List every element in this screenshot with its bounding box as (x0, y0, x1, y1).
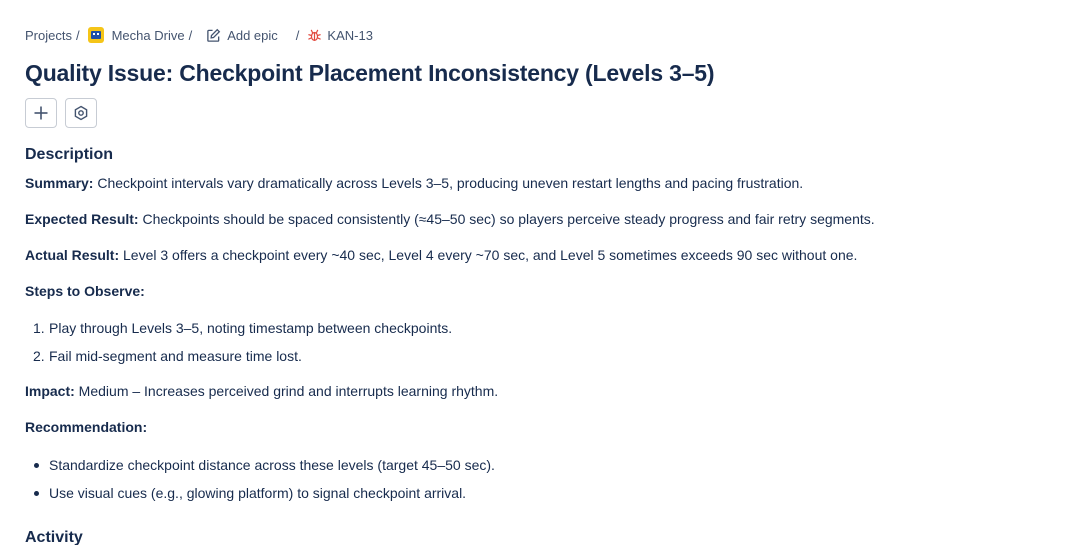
edit-icon (206, 28, 221, 43)
add-button[interactable] (25, 98, 57, 128)
hexagon-settings-icon (73, 105, 89, 121)
expected-result-label: Expected Result: (25, 211, 139, 227)
expected-result-text: Checkpoints should be spaced consistently (≈45–50 sec) so players perceive steady progress and fair retry segments. (138, 211, 875, 227)
breadcrumb-separator: / (188, 27, 193, 43)
recommendation-heading-label: Recommendation: (25, 419, 148, 435)
list-marker: 1. (33, 320, 45, 336)
breadcrumb-projects[interactable] (25, 28, 72, 43)
add-epic-label: Add epic (227, 27, 278, 43)
list-item[interactable] (25, 346, 452, 374)
breadcrumb-project-label: Mecha Drive (111, 27, 185, 43)
breadcrumb-project[interactable] (88, 27, 185, 43)
steps-list (25, 318, 452, 374)
breadcrumb-separator: / (295, 27, 300, 43)
list-item[interactable] (25, 483, 495, 511)
breadcrumb-projects-label: Projects (25, 27, 72, 43)
issue-actions (25, 98, 97, 128)
apps-button[interactable] (65, 98, 97, 128)
issue-title[interactable]: Quality Issue: Checkpoint Placement Inconsistency (Levels 3–5) (25, 60, 715, 86)
list-item[interactable] (25, 455, 495, 483)
plus-icon (33, 105, 49, 121)
bullet-dot (34, 491, 39, 496)
actual-result-label: Actual Result: (25, 247, 120, 263)
summary-text: Checkpoint intervals vary dramatically across Levels 3–5, producing uneven restart lengths and pacing frustration. (93, 175, 804, 191)
impact-paragraph[interactable] (25, 383, 498, 399)
recommendation-heading (25, 419, 147, 435)
impact-text: Medium – Increases perceived grind and interrupts learning rhythm. (74, 383, 499, 399)
issue-key-label: KAN-13 (327, 27, 373, 43)
breadcrumb-issue-key[interactable] (307, 28, 373, 43)
add-epic-button[interactable] (206, 28, 278, 43)
description-heading: Description (25, 146, 114, 163)
actual-result-text: Level 3 offers a checkpoint every ~40 sec, Level 4 every ~70 sec, and Level 5 sometimes exceeds 90 sec without one. (119, 247, 858, 263)
bullet-dot (34, 463, 39, 468)
breadcrumb-separator: / (75, 27, 80, 43)
recommendation-text: Standardize checkpoint distance across these levels (target 45–50 sec). (49, 457, 495, 473)
step-text: Fail mid-segment and measure time lost. (49, 348, 302, 364)
summary-label: Summary: (25, 175, 94, 191)
actual-result-paragraph[interactable] (25, 247, 857, 263)
steps-heading (25, 283, 145, 299)
expected-result-paragraph[interactable] (25, 211, 875, 227)
list-marker: 2. (33, 348, 45, 364)
bug-icon (307, 28, 322, 43)
recommendations-list (25, 455, 495, 511)
steps-heading-label: Steps to Observe: (25, 283, 145, 299)
project-avatar-icon (88, 27, 104, 43)
recommendation-text: Use visual cues (e.g., glowing platform) to signal checkpoint arrival. (49, 485, 467, 501)
summary-paragraph[interactable] (25, 175, 803, 191)
step-text: Play through Levels 3–5, noting timestamp between checkpoints. (49, 320, 453, 336)
activity-heading: Activity (25, 529, 83, 545)
breadcrumb (25, 26, 373, 44)
list-item[interactable] (25, 318, 452, 346)
impact-label: Impact: (25, 383, 75, 399)
